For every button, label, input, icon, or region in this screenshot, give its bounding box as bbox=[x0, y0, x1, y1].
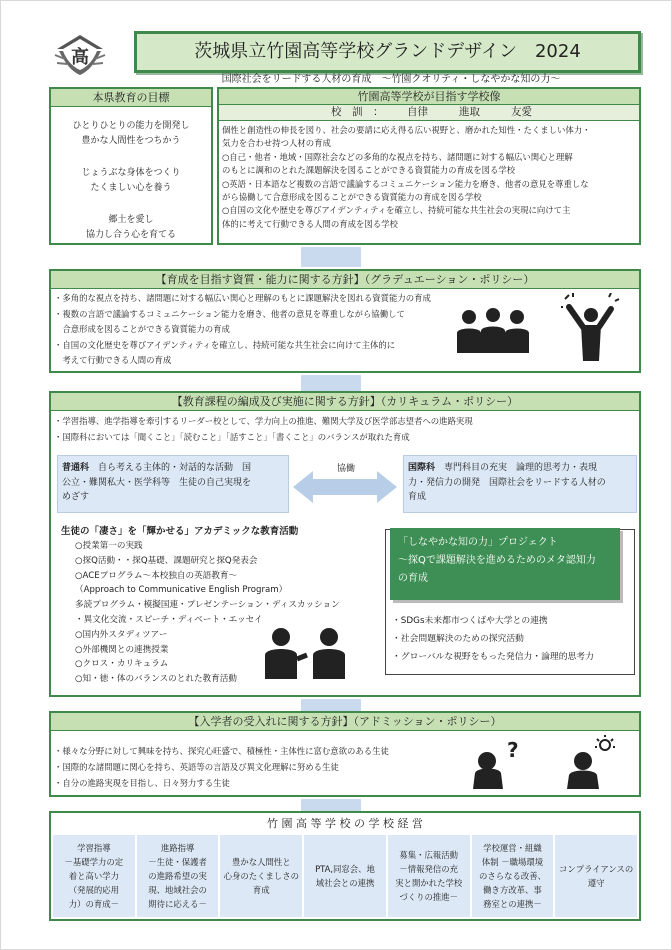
title-box bbox=[134, 31, 641, 73]
management-cell-line: 体制 －職場環境 bbox=[481, 857, 544, 867]
prefecture-goal-item bbox=[51, 166, 211, 196]
general-course-box bbox=[57, 455, 289, 513]
management-cell-line: 遵守 bbox=[587, 878, 605, 888]
admission-line: ・国際的な諸問題に関心を持ち、英語等の言語及び異文化理解に努める生徒 bbox=[54, 762, 339, 772]
management-cell-line: 学校運営・組織 bbox=[483, 843, 542, 853]
management-heading: 竹 園 高 等 学 校 の 学 校 経 営 bbox=[267, 817, 423, 830]
motto-jiritsu: 自律 bbox=[407, 106, 428, 118]
prefecture-goal-box bbox=[49, 87, 213, 245]
graduation-line: 考えて行動できる人間の育成 bbox=[54, 355, 172, 365]
project-title-1: 「しなやかな知の力」プロジェクト bbox=[398, 537, 558, 548]
intl-course-name: 国際科 bbox=[408, 463, 436, 473]
management-cell-line: －基礎学力の定 bbox=[64, 857, 124, 867]
management-cell-line: 務室との連携－ bbox=[483, 899, 542, 909]
management-cell-line: －情報発信の充 bbox=[399, 864, 459, 874]
prefecture-goal-line: 豊かな人間性をつちかう bbox=[81, 136, 181, 146]
management-cell-line: 進路指導 bbox=[160, 843, 195, 853]
prefecture-goal-list bbox=[51, 107, 211, 243]
idea-person-icon bbox=[559, 735, 619, 791]
academic-item: ○ACEプログラム～本校独自の英語教育～ bbox=[75, 570, 238, 581]
school-vision-text bbox=[219, 121, 639, 231]
motto-yuai: 友愛 bbox=[511, 106, 532, 118]
general-course-line3: めざす bbox=[62, 491, 90, 502]
management-cell-line: づくりの推進－ bbox=[399, 892, 459, 902]
management-cell-line: （発展的応用 bbox=[68, 885, 119, 895]
vision-line: ○自国の文化や歴史を尊びアイデンティティを確立し、持続可能な共生社会の実現に向けて主 bbox=[222, 205, 571, 216]
management-cell-line: －生徒・保護者 bbox=[148, 857, 207, 867]
academic-item: ○探Q活動・・探Q基礎、課題研究と探Q発表会 bbox=[75, 555, 258, 566]
arrow-up-3 bbox=[301, 699, 361, 711]
curriculum-line: ・国際科においては「聞くこと」「読むこと」「話すこと」「書くこと」のバランスが取れた育成 bbox=[54, 432, 410, 442]
academic-item: 多読プログラム・模擬国連・プレゼンテーション・ディスカッション bbox=[75, 600, 340, 611]
thinking-person-icon bbox=[469, 737, 525, 791]
project-title-3: の育成 bbox=[398, 573, 428, 584]
vision-line: がら協働して合意形成を図ることができる資質能力の育成を図る学校 bbox=[222, 192, 482, 203]
management-cell-line: 期待に応える－ bbox=[148, 899, 207, 909]
motto-label: 校 訓 ： bbox=[331, 106, 384, 118]
arrow-up-1 bbox=[301, 247, 361, 267]
management-cell bbox=[53, 835, 135, 917]
management-box bbox=[49, 811, 641, 921]
management-cell-line: PTA,同窓会、地 bbox=[315, 864, 375, 874]
meeting-people-icon bbox=[261, 625, 351, 681]
management-cell-line: 育成 bbox=[252, 885, 270, 895]
general-course-name: 普通科 bbox=[62, 463, 90, 473]
management-cell-line: 心身のたくましさの bbox=[223, 871, 299, 881]
prefecture-goal-line: じょうぶな身体をつくり bbox=[81, 168, 181, 178]
intl-course-line3: 育成 bbox=[408, 491, 427, 502]
management-cell-line: 豊かな人間性と bbox=[231, 857, 291, 867]
management-cell-line: 力）の育成－ bbox=[68, 899, 119, 909]
prefecture-goal-line: ひとりひとりの能力を開発し bbox=[72, 121, 190, 131]
academic-item: ○授業第一の実践 bbox=[75, 541, 143, 551]
school-motto-row bbox=[219, 105, 639, 121]
graduation-line: ・多角的な視点を持ち、諸問題に対する幅広い関心と理解のもとに課題解決を図れる資質能力の育成 bbox=[54, 293, 431, 303]
project-items-list bbox=[392, 612, 594, 666]
prefecture-goal-heading: 本県教育の目標 bbox=[51, 89, 211, 107]
admission-policy-box bbox=[49, 711, 641, 797]
prefecture-goal-line: 協力し合う心を育てる bbox=[85, 230, 176, 240]
project-item: ・SDGs未来都市つくばや大学との連携 bbox=[392, 616, 548, 626]
arrow-up-4 bbox=[301, 799, 361, 811]
curriculum-policy-heading: 【教育課程の編成及び実施に関する方針】（カリキュラム・ポリシー） bbox=[51, 393, 639, 411]
general-course-line2: 公立・難関私大・医学科等 生徒の自己実現を bbox=[62, 477, 252, 488]
academic-item: ○国内外スタディツアー bbox=[75, 629, 168, 640]
admission-line: ・様々な分野に対して興味を持ち、探究心旺盛で、積極性・主体性に富む意欲のある生徒 bbox=[54, 746, 389, 756]
academic-item: ○外部機関との連携授業 bbox=[75, 644, 169, 655]
prefecture-goal-line: 郷土を愛し bbox=[108, 215, 154, 225]
management-cell bbox=[304, 835, 386, 917]
vision-line: のもとに調和のとれた課題解決を図ることができる資質能力の育成を図る学校 bbox=[222, 165, 516, 176]
project-item: ・社会問題解決のための探究活動 bbox=[392, 634, 524, 644]
academic-item: ○知・徳・体のバランスのとれた教育活動 bbox=[75, 674, 237, 685]
curriculum-line: ・学習指導、進学指導を牽引するリーダー校として、学力向上の推進、難関大学及び医学部志望者への進路実現 bbox=[54, 416, 473, 426]
management-cell bbox=[388, 835, 470, 917]
vision-line: 個性と創造性の伸長を図り、社会の要請に応え得る広い視野と、磨かれた知性・たくましい体力・ bbox=[222, 125, 591, 135]
intl-course-line1: 専門科目の充実 論理的思考力・表現 bbox=[435, 463, 598, 473]
management-cell-line: 働き方改革、事 bbox=[483, 885, 542, 895]
management-cell-line: 学習指導 bbox=[77, 843, 111, 853]
vision-line: ○英語・日本語など複数の言語で議論するコミュニケーション能力を磨き、他者の意見を尊重しな bbox=[222, 178, 589, 189]
curriculum-policy-box bbox=[49, 391, 641, 697]
school-vision-heading: 竹園高等学校が目指す学校像 bbox=[219, 89, 639, 105]
project-box bbox=[385, 529, 635, 675]
cooperation-label: 協働 bbox=[336, 464, 355, 474]
intl-course-line2: 力・発信力の開発 国際社会をリードする人材の bbox=[408, 477, 606, 488]
prefecture-goal-item bbox=[51, 213, 211, 243]
management-cell-line: 着と高い学力 bbox=[68, 871, 119, 881]
discussion-people-icon bbox=[453, 305, 533, 355]
management-cell-line: のさらなる改善、 bbox=[478, 871, 546, 881]
school-vision-box bbox=[217, 87, 641, 245]
management-cell bbox=[555, 835, 637, 917]
graduation-policy-box bbox=[49, 269, 641, 373]
emblem-text: 高 bbox=[71, 47, 89, 68]
academic-item: ○クロス・カリキュラム bbox=[75, 659, 169, 670]
admission-line: ・自分の進路実現を目指し、日々努力する生徒 bbox=[54, 778, 230, 788]
celebrating-person-icon bbox=[561, 293, 621, 363]
management-cell bbox=[137, 835, 219, 917]
page-title: 茨城県立竹園高等学校グランドデザイン 2024 bbox=[194, 41, 581, 62]
vision-line: 体的に考えて行動できる人間の育成を図る学校 bbox=[222, 218, 398, 229]
management-cells bbox=[51, 833, 639, 917]
graduation-line: ・自国の文化歴史を尊びアイデンティティを確立し、持続可能な共生社会に向けて主体的に bbox=[54, 339, 396, 350]
vision-line: ○自己・他者・地域・国際社会などの多角的な視点を持ち、諸問題に対する幅広い関心と理解 bbox=[222, 151, 573, 162]
svg-text:?: ? bbox=[507, 738, 519, 762]
management-cell-line: 実と開かれた学校 bbox=[395, 878, 463, 888]
management-cell-line: 現、地域社会の bbox=[148, 885, 207, 895]
management-cell bbox=[220, 835, 302, 917]
graduation-policy-text bbox=[51, 289, 639, 369]
project-item: ・グローバルな視野をもった発信力・論理的思考力 bbox=[392, 652, 594, 662]
prefecture-goal-line: たくましい心を養う bbox=[90, 183, 172, 193]
project-title-2: ～探Qで課題解決を進めるためのメタ認知力 bbox=[398, 555, 596, 566]
academic-item: （Approach to Communicative English Program） bbox=[75, 585, 288, 596]
graduation-policy-heading: 【育成を目指す資質・能力に関する方針】（グラデュエーション・ポリシー） bbox=[51, 271, 639, 289]
management-cell-line: コンプライアンスの bbox=[559, 864, 634, 874]
management-cell-line: の進路希望の実 bbox=[148, 871, 207, 881]
academic-heading: 生徒の「凄さ」を「輝かせる」アカデミックな教育活動 bbox=[61, 526, 299, 537]
school-emblem bbox=[53, 33, 107, 77]
admission-policy-heading: 【入学者の受入れに関する方針】（アドミッション・ポリシー） bbox=[51, 713, 639, 731]
page-subtitle: 国際社会をリードする人材の育成 ～竹園クオリティ・しなやかな知の力～ bbox=[221, 74, 561, 85]
vision-line: 気力を合わせ持つ人材の育成 bbox=[222, 138, 331, 149]
academic-item: ・異文化交流・スピーチ・ディベート・エッセイ bbox=[75, 614, 263, 625]
motto-shinshu: 進取 bbox=[459, 106, 480, 118]
management-cell-line: 域社会との連携 bbox=[315, 878, 375, 888]
project-title-box bbox=[390, 528, 620, 600]
graduation-line: ・複数の言語で議論するコミュニケーション能力を磨き、他者の意見を尊重しながら協働して bbox=[54, 308, 405, 319]
curriculum-policy-text bbox=[51, 411, 639, 445]
intl-course-box bbox=[403, 455, 637, 513]
admission-policy-text bbox=[51, 731, 639, 791]
management-cell-line: 募集・広報活動 bbox=[399, 850, 459, 860]
general-course-line1: 自ら考える主体的・対話的な活動 国 bbox=[89, 463, 252, 473]
management-cell bbox=[472, 835, 554, 917]
prefecture-goal-item bbox=[51, 119, 211, 149]
graduation-line: 合意形成を図ることができる資質能力の育成 bbox=[54, 324, 230, 334]
arrow-up-2 bbox=[301, 375, 361, 391]
